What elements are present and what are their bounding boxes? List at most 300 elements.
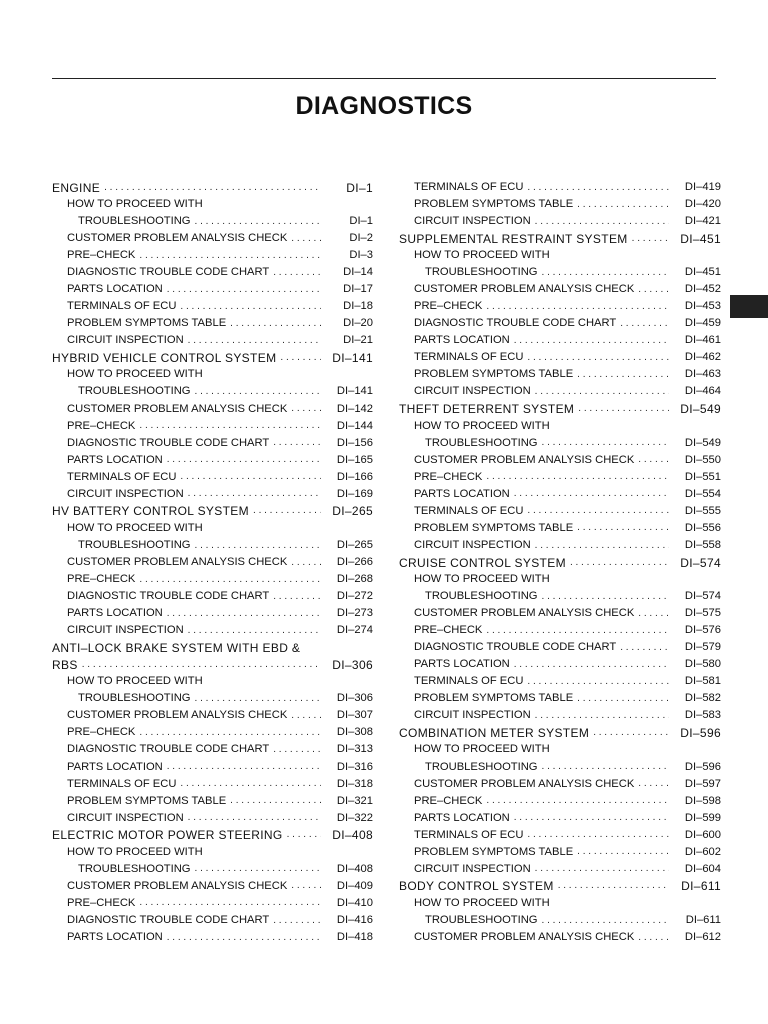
toc-page-number: DI–1 xyxy=(346,180,373,195)
toc-leader-dots xyxy=(535,217,669,227)
toc-entry-label: PROBLEM SYMPTOMS TABLE xyxy=(414,368,574,381)
toc-leader-dots xyxy=(527,353,669,363)
toc-subentry[interactable] xyxy=(52,213,373,230)
toc-entry-label: CUSTOMER PROBLEM ANALYSIS CHECK xyxy=(414,930,635,943)
toc-page-number: DI–408 xyxy=(332,828,373,843)
toc-page-number: DI–307 xyxy=(336,709,373,722)
toc-entry-label: TROUBLESHOOTING xyxy=(425,436,538,449)
toc-leader-dots xyxy=(486,302,669,312)
toc-subentry[interactable] xyxy=(52,281,373,298)
toc-entry-label: PRE–CHECK xyxy=(67,573,136,585)
toc-page-number: DI–558 xyxy=(684,538,721,551)
toc-entry-label: PARTS LOCATION xyxy=(414,811,510,824)
toc-leader-dots xyxy=(273,268,321,278)
toc-entry-label: DIAGNOSTIC TROUBLE CODE CHART xyxy=(414,317,617,330)
toc-subentry[interactable] xyxy=(399,537,721,554)
toc-leader-dots xyxy=(180,302,321,312)
toc-leader-dots xyxy=(139,421,321,431)
toc-entry-label: TERMINALS OF ECU xyxy=(67,470,177,483)
toc-subentry[interactable] xyxy=(399,298,721,315)
toc-subentry[interactable] xyxy=(399,452,721,469)
toc-leader-dots xyxy=(577,523,669,533)
toc-page-number: DI–316 xyxy=(336,760,373,773)
toc-leader-dots xyxy=(280,353,321,363)
toc-entry-label: PRE–CHECK xyxy=(414,794,483,807)
toc-leader-dots xyxy=(188,489,321,499)
toc-entry-label: PARTS LOCATION xyxy=(414,334,510,347)
toc-entry-label: DIAGNOSTIC TROUBLE CODE CHART xyxy=(67,743,270,756)
toc-subentry[interactable] xyxy=(52,895,373,912)
toc-leader-dots xyxy=(570,558,669,568)
toc-subentry[interactable] xyxy=(399,247,721,264)
toc-page-number: DI–273 xyxy=(336,607,373,620)
toc-entry-label: PRE–CHECK xyxy=(414,470,483,483)
toc-leader-dots xyxy=(542,762,669,772)
toc-entry-label: PROBLEM SYMPTOMS TABLE xyxy=(414,197,574,210)
toc-entry-label: HYBRID VEHICLE CONTROL SYSTEM xyxy=(52,350,277,365)
toc-page-number: DI–551 xyxy=(684,470,721,483)
toc-page-number: DI–144 xyxy=(336,419,373,432)
toc-column-right xyxy=(399,179,721,946)
toc-leader-dots xyxy=(620,319,669,329)
toc-leader-dots xyxy=(527,830,669,840)
toc-leader-dots xyxy=(514,336,669,346)
toc-page-number: DI–418 xyxy=(336,930,373,943)
toc-subentry[interactable] xyxy=(52,230,373,247)
toc-subentry[interactable] xyxy=(52,912,373,929)
toc-subentry[interactable] xyxy=(399,742,721,759)
toc-leader-dots xyxy=(167,609,321,619)
toc-entry-label: CUSTOMER PROBLEM ANALYSIS CHECK xyxy=(67,879,288,892)
toc-leader-dots xyxy=(535,711,669,721)
toc-page-number: DI–453 xyxy=(684,300,721,313)
toc-subentry[interactable] xyxy=(399,707,721,724)
toc-subentry[interactable] xyxy=(52,759,373,776)
toc-subentry[interactable] xyxy=(52,537,373,554)
toc-page-number: DI–419 xyxy=(684,180,721,193)
toc-page-number: DI–463 xyxy=(684,368,721,381)
toc-page-number: DI–2 xyxy=(349,232,373,245)
toc-page-number: DI–308 xyxy=(336,726,373,739)
toc-page-number: DI–408 xyxy=(336,862,373,875)
toc-page-number: DI–574 xyxy=(680,555,721,570)
toc-entry-label: CUSTOMER PROBLEM ANALYSIS CHECK xyxy=(414,453,635,466)
toc-entry-label: PARTS LOCATION xyxy=(414,487,510,500)
toc-subentry[interactable] xyxy=(52,571,373,588)
toc-subentry[interactable] xyxy=(52,247,373,264)
toc-leader-dots xyxy=(577,370,669,380)
toc-section-entry[interactable] xyxy=(399,401,721,418)
toc-subentry[interactable] xyxy=(399,486,721,503)
toc-subentry[interactable] xyxy=(52,742,373,759)
toc-subentry[interactable] xyxy=(52,861,373,878)
toc-page-number: DI–420 xyxy=(684,197,721,210)
toc-subentry[interactable] xyxy=(399,435,721,452)
toc-entry-label: TERMINALS OF ECU xyxy=(414,828,524,841)
toc-page-number: DI–575 xyxy=(684,607,721,620)
toc-page-number: DI–169 xyxy=(336,487,373,500)
toc-subentry[interactable] xyxy=(52,810,373,827)
toc-entry-label: TROUBLESHOOTING xyxy=(78,538,191,551)
toc-subentry[interactable] xyxy=(399,179,721,196)
header-rule xyxy=(52,78,716,79)
toc-page-number: DI–14 xyxy=(343,266,373,279)
toc-entry-label: PROBLEM SYMPTOMS TABLE xyxy=(414,845,574,858)
toc-leader-dots xyxy=(514,489,669,499)
toc-page-number: DI–1 xyxy=(349,215,373,228)
toc-entry-label: CUSTOMER PROBLEM ANALYSIS CHECK xyxy=(414,283,635,296)
toc-entry-label: CIRCUIT INSPECTION xyxy=(67,624,184,637)
toc-subentry[interactable] xyxy=(52,707,373,724)
toc-entry-label: DIAGNOSTIC TROUBLE CODE CHART xyxy=(67,590,270,603)
toc-subentry[interactable] xyxy=(52,315,373,332)
toc-entry-label: DIAGNOSTIC TROUBLE CODE CHART xyxy=(67,266,270,279)
toc-leader-dots xyxy=(188,813,321,823)
toc-leader-dots xyxy=(542,592,669,602)
toc-page-number: DI–17 xyxy=(343,283,373,296)
toc-entry-label: CUSTOMER PROBLEM ANALYSIS CHECK xyxy=(67,709,288,722)
toc-entry-label: PARTS LOCATION xyxy=(67,283,163,296)
section-tab-marker xyxy=(730,295,768,318)
toc-entry-label: CIRCUIT INSPECTION xyxy=(414,862,531,875)
toc-page-number: DI–20 xyxy=(343,317,373,330)
toc-page-number: DI–321 xyxy=(336,794,373,807)
toc-entry-label: PARTS LOCATION xyxy=(67,607,163,620)
toc-entry-label: CIRCUIT INSPECTION xyxy=(414,538,531,551)
toc-leader-dots xyxy=(291,558,321,568)
toc-page-number: DI–165 xyxy=(336,453,373,466)
toc-entry-label: HV BATTERY CONTROL SYSTEM xyxy=(52,504,250,519)
toc-entry-label: DIAGNOSTIC TROUBLE CODE CHART xyxy=(67,913,270,926)
toc-entry-label: CIRCUIT INSPECTION xyxy=(414,215,531,228)
toc-leader-dots xyxy=(180,472,321,482)
toc-subentry[interactable] xyxy=(399,929,721,946)
toc-subentry[interactable] xyxy=(399,332,721,349)
toc-entry-label: PROBLEM SYMPTOMS TABLE xyxy=(67,317,227,330)
toc-entry-label: CUSTOMER PROBLEM ANALYSIS CHECK xyxy=(67,555,288,568)
toc-leader-dots xyxy=(638,779,669,789)
toc-page-number: DI–306 xyxy=(332,657,373,672)
toc-leader-dots xyxy=(230,319,321,329)
toc-subentry[interactable] xyxy=(399,264,721,281)
toc-leader-dots xyxy=(139,898,321,908)
toc-subentry[interactable] xyxy=(399,895,721,912)
toc-entry-label: DIAGNOSTIC TROUBLE CODE CHART xyxy=(67,436,270,449)
toc-entry-label: PRE–CHECK xyxy=(67,726,136,739)
toc-leader-dots xyxy=(167,762,321,772)
toc-entry-label: HOW TO PROCEED WITH xyxy=(414,249,550,262)
toc-entry-label: RBS xyxy=(52,657,78,672)
toc-section-entry[interactable] xyxy=(399,554,721,571)
toc-leader-dots xyxy=(638,455,669,465)
toc-page-number: DI–416 xyxy=(336,913,373,926)
toc-leader-dots xyxy=(188,336,321,346)
toc-entry-label: CRUISE CONTROL SYSTEM xyxy=(399,555,566,570)
toc-leader-dots xyxy=(167,455,321,465)
toc-entry-label: TROUBLESHOOTING xyxy=(425,760,538,773)
toc-section-entry[interactable] xyxy=(52,349,373,366)
toc-leader-dots xyxy=(104,183,321,193)
toc-entry-label: HOW TO PROCEED WITH xyxy=(67,675,203,688)
toc-subentry[interactable] xyxy=(52,929,373,946)
toc-leader-dots xyxy=(527,506,669,516)
toc-entry-label: TROUBLESHOOTING xyxy=(78,385,191,398)
toc-subentry[interactable] xyxy=(52,367,373,384)
toc-subentry[interactable] xyxy=(399,912,721,929)
toc-leader-dots xyxy=(535,387,669,397)
toc-subentry[interactable] xyxy=(52,469,373,486)
toc-subentry[interactable] xyxy=(399,213,721,230)
toc-entry-label: TROUBLESHOOTING xyxy=(78,692,191,705)
toc-section-entry[interactable] xyxy=(52,639,373,656)
toc-page-number: DI–462 xyxy=(684,351,721,364)
toc-page-number: DI–596 xyxy=(684,760,721,773)
toc-leader-dots xyxy=(638,609,669,619)
toc-leader-dots xyxy=(188,626,321,636)
toc-page-number: DI–556 xyxy=(684,521,721,534)
toc-leader-dots xyxy=(273,438,321,448)
toc-page-number: DI–579 xyxy=(684,641,721,654)
toc-page-number: DI–611 xyxy=(681,879,721,894)
toc-entry-label: CUSTOMER PROBLEM ANALYSIS CHECK xyxy=(67,402,288,415)
toc-entry-label: PROBLEM SYMPTOMS TABLE xyxy=(414,692,574,705)
toc-subentry[interactable] xyxy=(52,418,373,435)
toc-subentry[interactable] xyxy=(399,793,721,810)
toc-page-number: DI–580 xyxy=(684,658,721,671)
toc-subentry[interactable] xyxy=(52,725,373,742)
toc-subentry[interactable] xyxy=(399,469,721,486)
toc-subentry[interactable] xyxy=(52,605,373,622)
toc-subentry[interactable] xyxy=(52,452,373,469)
toc-subentry[interactable] xyxy=(52,264,373,281)
toc-leader-dots xyxy=(514,813,669,823)
toc-page-number: DI–266 xyxy=(336,555,373,568)
toc-entry-label: THEFT DETERRENT SYSTEM xyxy=(399,402,575,417)
toc-section-entry[interactable] xyxy=(52,656,373,673)
toc-entry-label: PRE–CHECK xyxy=(67,896,136,909)
toc-page-number: DI–581 xyxy=(684,675,721,688)
toc-subentry[interactable] xyxy=(399,639,721,656)
toc-subentry[interactable] xyxy=(399,384,721,401)
toc-entry-label: TROUBLESHOOTING xyxy=(425,266,538,279)
toc-subentry[interactable] xyxy=(399,810,721,827)
toc-subentry[interactable] xyxy=(52,776,373,793)
toc-subentry[interactable] xyxy=(52,332,373,349)
toc-page-number: DI–141 xyxy=(332,350,373,365)
toc-section-entry[interactable] xyxy=(399,725,721,742)
toc-page-number: DI–306 xyxy=(336,692,373,705)
toc-subentry[interactable] xyxy=(399,605,721,622)
toc-subentry[interactable] xyxy=(52,520,373,537)
toc-page-number: DI–574 xyxy=(684,590,721,603)
toc-entry-label: COMBINATION METER SYSTEM xyxy=(399,726,590,741)
toc-entry-label: PRE–CHECK xyxy=(414,300,483,313)
toc-subentry[interactable] xyxy=(52,844,373,861)
toc-leader-dots xyxy=(620,643,669,653)
toc-entry-label: PARTS LOCATION xyxy=(414,658,510,671)
toc-page-number: DI–318 xyxy=(336,777,373,790)
toc-leader-dots xyxy=(535,541,669,551)
toc-section-entry[interactable] xyxy=(52,179,373,196)
toc-entry-label: HOW TO PROCEED WITH xyxy=(67,197,203,210)
toc-page-number: DI–554 xyxy=(684,487,721,500)
toc-subentry[interactable] xyxy=(399,861,721,878)
toc-leader-dots xyxy=(638,285,669,295)
toc-page-number: DI–596 xyxy=(680,726,721,741)
toc-leader-dots xyxy=(527,677,669,687)
toc-page-number: DI–451 xyxy=(684,266,721,279)
toc-page-number: DI–451 xyxy=(680,231,721,246)
toc-entry-label: ANTI–LOCK BRAKE SYSTEM WITH EBD & xyxy=(52,640,301,655)
toc-leader-dots xyxy=(291,711,321,721)
toc-page-number: DI–452 xyxy=(684,283,721,296)
toc-subentry[interactable] xyxy=(52,298,373,315)
toc-entry-label: PARTS LOCATION xyxy=(67,760,163,773)
toc-entry-label: CIRCUIT INSPECTION xyxy=(67,334,184,347)
toc-page-number: DI–21 xyxy=(343,334,373,347)
toc-entry-label: PROBLEM SYMPTOMS TABLE xyxy=(414,521,574,534)
toc-subentry[interactable] xyxy=(52,622,373,639)
toc-entry-label: TROUBLESHOOTING xyxy=(425,590,538,603)
toc-page-number: DI–268 xyxy=(336,573,373,585)
toc-entry-label: CUSTOMER PROBLEM ANALYSIS CHECK xyxy=(67,232,288,245)
toc-page-number: DI–555 xyxy=(684,504,721,517)
toc-entry-label: SUPPLEMENTAL RESTRAINT SYSTEM xyxy=(399,231,628,246)
toc-entry-label: HOW TO PROCEED WITH xyxy=(414,896,550,909)
toc-section-entry[interactable] xyxy=(399,878,721,895)
toc-page-number: DI–3 xyxy=(349,249,373,262)
toc-leader-dots xyxy=(542,268,669,278)
toc-subentry[interactable] xyxy=(399,503,721,520)
toc-subentry[interactable] xyxy=(52,196,373,213)
toc-subentry[interactable] xyxy=(52,588,373,605)
toc-subentry[interactable] xyxy=(399,690,721,707)
toc-page-number: DI–549 xyxy=(684,436,721,449)
toc-leader-dots xyxy=(195,217,321,227)
toc-page-number: DI–409 xyxy=(336,879,373,892)
toc-leader-dots xyxy=(195,387,321,397)
toc-subentry[interactable] xyxy=(52,793,373,810)
toc-page-number: DI–142 xyxy=(336,402,373,415)
toc-entry-label: DIAGNOSTIC TROUBLE CODE CHART xyxy=(414,641,617,654)
toc-page-number: DI–612 xyxy=(684,930,721,943)
toc-entry-label: BODY CONTROL SYSTEM xyxy=(399,879,554,894)
toc-subentry[interactable] xyxy=(52,401,373,418)
toc-page-number: DI–265 xyxy=(332,504,373,519)
toc-page-number: DI–611 xyxy=(685,913,721,926)
toc-subentry[interactable] xyxy=(399,196,721,213)
toc-leader-dots xyxy=(167,933,321,943)
toc-page-number: DI–265 xyxy=(336,538,373,551)
toc-leader-dots xyxy=(558,881,669,891)
toc-page-number: DI–604 xyxy=(684,862,721,875)
toc-leader-dots xyxy=(195,864,321,874)
toc-subentry[interactable] xyxy=(399,656,721,673)
toc-leader-dots xyxy=(291,881,321,891)
toc-page-number: DI–421 xyxy=(684,215,721,228)
toc-subentry[interactable] xyxy=(399,281,721,298)
toc-leader-dots xyxy=(577,694,669,704)
toc-subentry[interactable] xyxy=(52,486,373,503)
toc-subentry[interactable] xyxy=(399,827,721,844)
toc-leader-dots xyxy=(287,830,321,840)
toc-subentry[interactable] xyxy=(52,878,373,895)
toc-subentry[interactable] xyxy=(399,367,721,384)
toc-section-entry[interactable] xyxy=(52,827,373,844)
toc-entry-label: CUSTOMER PROBLEM ANALYSIS CHECK xyxy=(414,777,635,790)
toc-entry-label: TERMINALS OF ECU xyxy=(414,504,524,517)
toc-subentry[interactable] xyxy=(399,776,721,793)
toc-entry-label: HOW TO PROCEED WITH xyxy=(414,743,550,756)
toc-subentry[interactable] xyxy=(52,435,373,452)
toc-subentry[interactable] xyxy=(399,759,721,776)
toc-leader-dots xyxy=(486,472,669,482)
toc-section-entry[interactable] xyxy=(399,230,721,247)
toc-page-number: DI–141 xyxy=(336,385,373,398)
toc-page-number: DI–410 xyxy=(336,896,373,909)
toc-leader-dots xyxy=(486,796,669,806)
toc-page-number: DI–464 xyxy=(684,385,721,398)
toc-leader-dots xyxy=(253,506,321,516)
toc-leader-dots xyxy=(486,626,669,636)
toc-entry-label: HOW TO PROCEED WITH xyxy=(67,845,203,858)
toc-leader-dots xyxy=(180,779,321,789)
toc-subentry[interactable] xyxy=(52,554,373,571)
toc-entry-label: ENGINE xyxy=(52,180,101,195)
toc-page-number: DI–156 xyxy=(336,436,373,449)
toc-entry-label: TERMINALS OF ECU xyxy=(67,777,177,790)
toc-page-number: DI–597 xyxy=(684,777,721,790)
toc-subentry[interactable] xyxy=(399,622,721,639)
toc-page-number: DI–272 xyxy=(336,590,373,603)
toc-subentry[interactable] xyxy=(399,315,721,332)
toc-subentry[interactable] xyxy=(399,588,721,605)
toc-leader-dots xyxy=(632,234,669,244)
toc-subentry[interactable] xyxy=(399,571,721,588)
toc-page-number: DI–550 xyxy=(684,453,721,466)
toc-subentry[interactable] xyxy=(399,520,721,537)
toc-entry-label: TERMINALS OF ECU xyxy=(414,351,524,364)
toc-entry-label: PARTS LOCATION xyxy=(67,930,163,943)
toc-leader-dots xyxy=(82,660,321,670)
toc-entry-label: HOW TO PROCEED WITH xyxy=(67,368,203,381)
toc-section-entry[interactable] xyxy=(52,503,373,520)
toc-subentry[interactable] xyxy=(399,418,721,435)
toc-leader-dots xyxy=(593,728,669,738)
toc-entry-label: CIRCUIT INSPECTION xyxy=(67,811,184,824)
toc-page-number: DI–576 xyxy=(684,624,721,637)
toc-entry-label: CIRCUIT INSPECTION xyxy=(414,709,531,722)
toc-page-number: DI–598 xyxy=(684,794,721,807)
toc-entry-label: TROUBLESHOOTING xyxy=(78,862,191,875)
toc-leader-dots xyxy=(578,404,669,414)
toc-leader-dots xyxy=(195,694,321,704)
toc-subentry[interactable] xyxy=(52,673,373,690)
toc-leader-dots xyxy=(230,796,321,806)
toc-page-number: DI–599 xyxy=(684,811,721,824)
toc-entry-label: TERMINALS OF ECU xyxy=(67,300,177,313)
toc-subentry[interactable] xyxy=(399,349,721,366)
toc-subentry[interactable] xyxy=(52,690,373,707)
toc-leader-dots xyxy=(542,438,669,448)
toc-page-number: DI–600 xyxy=(684,828,721,841)
toc-subentry[interactable] xyxy=(52,384,373,401)
toc-subentry[interactable] xyxy=(399,844,721,861)
toc-page-number: DI–166 xyxy=(336,470,373,483)
toc-subentry[interactable] xyxy=(399,673,721,690)
page-title: DIAGNOSTICS xyxy=(295,92,473,120)
toc-leader-dots xyxy=(291,234,321,244)
